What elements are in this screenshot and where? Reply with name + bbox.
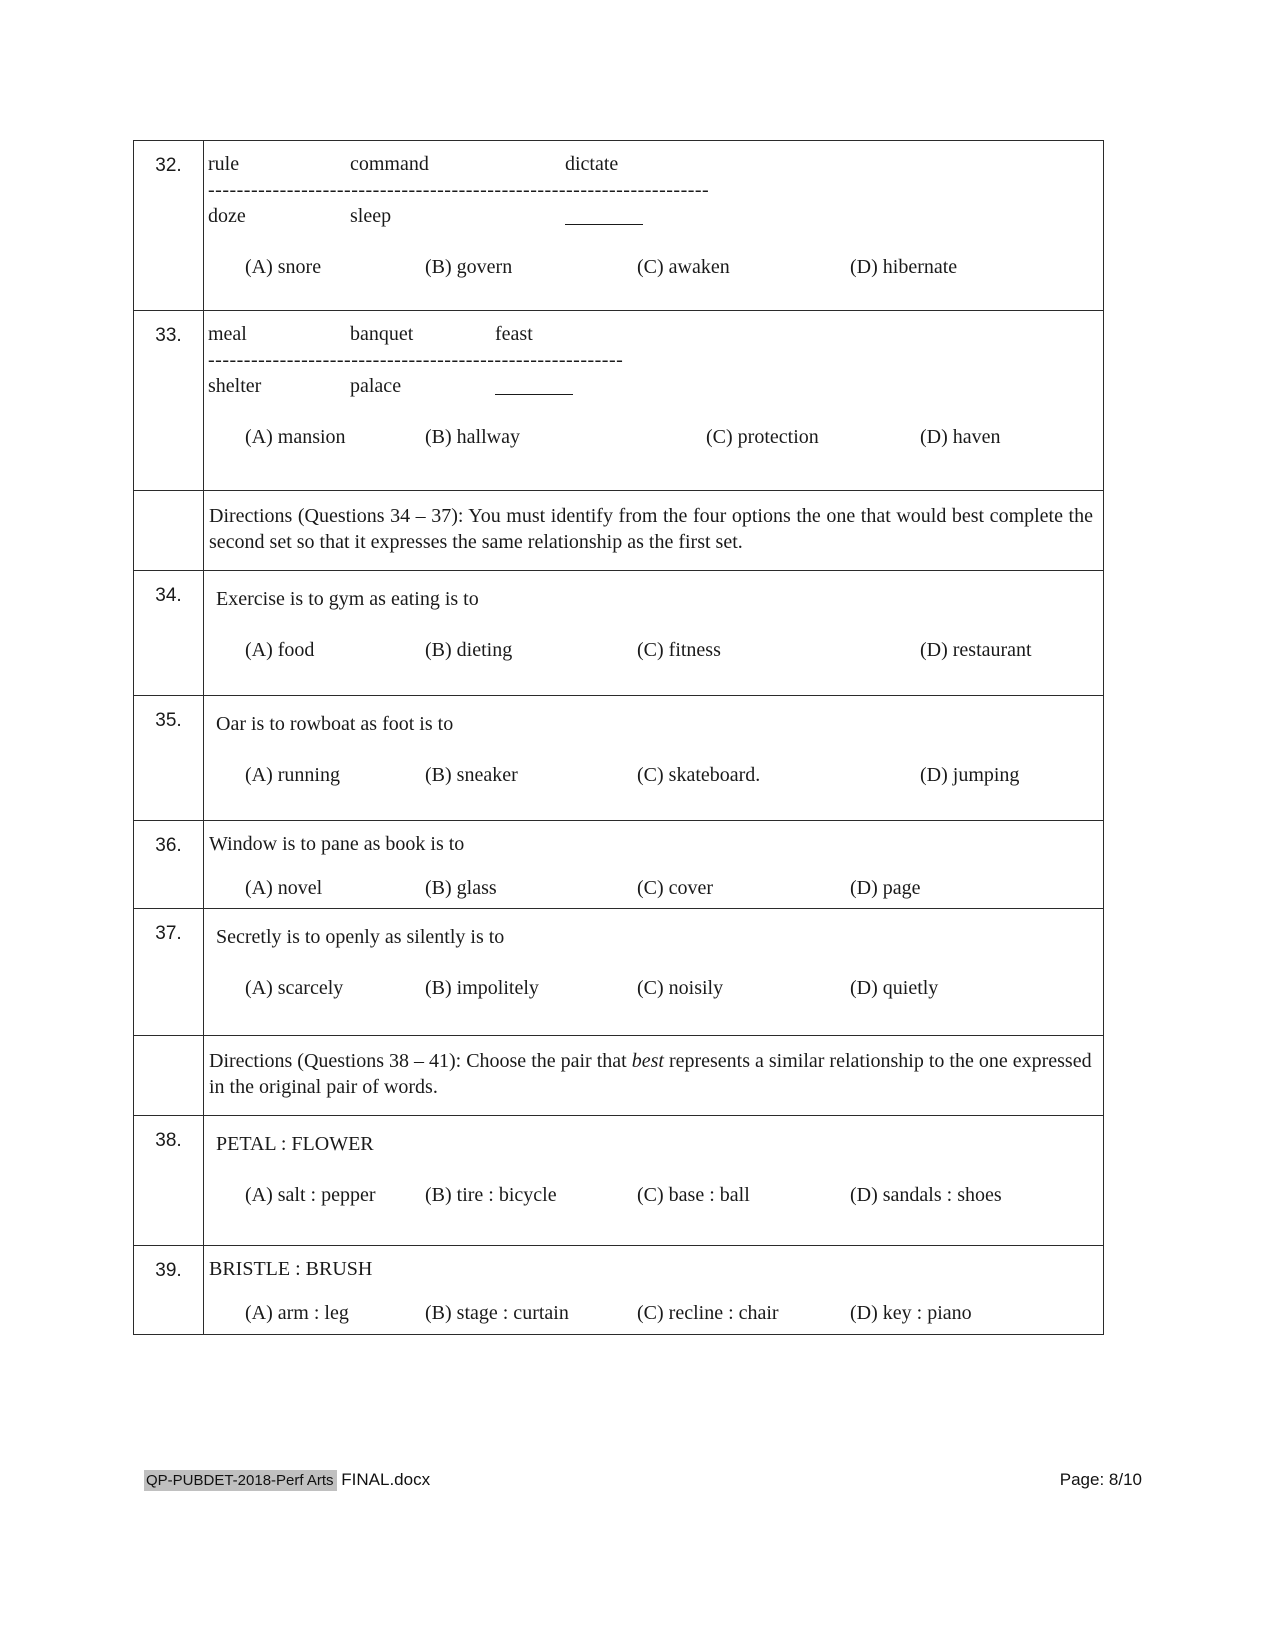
question-number: 39. [134,1246,204,1334]
directions-row-38-41 [134,1036,1103,1116]
options-row [204,762,1103,788]
option-a: (A) running [245,764,340,786]
directions-text-pre: Directions (Questions 38 – 41): Choose the pair that [209,1050,632,1072]
option-b: (B) dieting [425,639,513,661]
question-row-32 [134,141,1103,311]
exam-question-table [133,140,1104,1335]
options-row [204,637,1103,663]
question-row-37 [134,909,1103,1036]
option-d: (D) haven [920,426,1001,448]
option-d: (D) jumping [920,764,1020,786]
answer-blank [565,203,643,225]
analogy-word: command [350,153,429,175]
option-a: (A) arm : leg [245,1302,349,1324]
analogy-word: palace [350,375,402,397]
question-row-34 [134,571,1103,696]
option-b: (B) hallway [425,426,520,448]
empty-number-cell [134,491,204,570]
footer-filename-highlight: QP-PUBDET-2018-Perf Arts [144,1470,337,1491]
question-row-36 [134,821,1103,909]
question-number: 36. [134,821,204,908]
question-stem: Window is to pane as book is to [209,833,465,855]
analogy-word: feast [495,323,533,345]
analogy-second-set [204,373,1103,399]
options-row [204,975,1103,1001]
option-d: (D) restaurant [920,639,1032,661]
question-row-39 [134,1246,1103,1334]
option-a: (A) snore [245,256,322,278]
question-content [204,311,1103,490]
option-d: (D) page [850,877,921,899]
option-b: (B) govern [425,256,513,278]
option-b: (B) tire : bicycle [425,1184,557,1206]
directions-text-post: represents a similar relationship to the one expressed in the original pair of words. [209,1050,1092,1098]
directions-text: Directions (Questions 34 – 37): You must identify from the four options the one that would best complete the second set so that it expresses the same relationship as the first set. [209,505,1093,553]
option-a: (A) mansion [245,426,346,448]
question-stem: PETAL : FLOWER [216,1133,374,1155]
option-c: (C) noisily [637,977,724,999]
question-content [204,696,1103,820]
analogy-word: rule [208,153,240,175]
question-number: 37. [134,909,204,1035]
analogy-word: dictate [565,153,619,175]
question-stem: BRISTLE : BRUSH [209,1258,373,1280]
option-d: (D) hibernate [850,256,958,278]
option-a: (A) food [245,639,315,661]
analogy-word: doze [208,205,246,227]
option-a: (A) salt : pepper [245,1184,376,1206]
question-content [204,909,1103,1035]
options-row [204,1182,1103,1208]
question-number: 34. [134,571,204,695]
question-stem: Exercise is to gym as eating is to [216,588,479,610]
option-c: (C) protection [706,426,819,448]
footer-page-number: Page: 8/10 [1059,1470,1142,1489]
option-b: (B) impolitely [425,977,539,999]
question-row-38 [134,1116,1103,1246]
answer-blank [495,373,573,395]
option-c: (C) skateboard. [637,764,761,786]
footer-filename [144,1470,430,1490]
option-d: (D) key : piano [850,1302,972,1324]
analogy-first-set [204,321,1103,347]
option-c: (C) base : ball [637,1184,750,1206]
question-stem: Secretly is to openly as silently is to [216,926,505,948]
directions-text [204,1036,1103,1115]
question-content [204,821,1103,908]
option-c: (C) awaken [637,256,730,278]
option-d: (D) quietly [850,977,939,999]
option-c: (C) fitness [637,639,721,661]
question-number: 32. [134,141,204,310]
option-a: (A) novel [245,877,323,899]
option-a: (A) scarcely [245,977,344,999]
analogy-second-set [204,203,1103,229]
options-row [204,254,1103,280]
footer-filename-rest: FINAL.docx [336,1470,431,1489]
analogy-first-set [204,151,1103,177]
option-b: (B) glass [425,877,497,899]
directions-row-34-37 [134,491,1103,571]
option-d: (D) sandals : shoes [850,1184,1002,1206]
question-number: 33. [134,311,204,490]
divider-dashes: ---------------------------------------------------------- [208,349,624,371]
question-content [204,1246,1103,1334]
option-b: (B) sneaker [425,764,518,786]
option-c: (C) recline : chair [637,1302,779,1324]
question-stem: Oar is to rowboat as foot is to [216,713,454,735]
question-content [204,571,1103,695]
options-row [204,424,1103,450]
option-b: (B) stage : curtain [425,1302,569,1324]
analogy-word: shelter [208,375,262,397]
option-c: (C) cover [637,877,714,899]
question-row-33 [134,311,1103,491]
analogy-word: sleep [350,205,392,227]
empty-number-cell [134,1036,204,1115]
options-row [204,875,1103,901]
analogy-word: banquet [350,323,414,345]
question-number: 35. [134,696,204,820]
question-content [204,141,1103,310]
divider-dashes: ---------------------------------------------------------------------- [208,179,710,201]
question-number: 38. [134,1116,204,1245]
question-row-35 [134,696,1103,821]
directions-text-emphasis: best [631,1050,664,1072]
question-content [204,1116,1103,1245]
options-row [204,1300,1103,1326]
analogy-word: meal [208,323,247,345]
page-footer [144,1470,1142,1490]
